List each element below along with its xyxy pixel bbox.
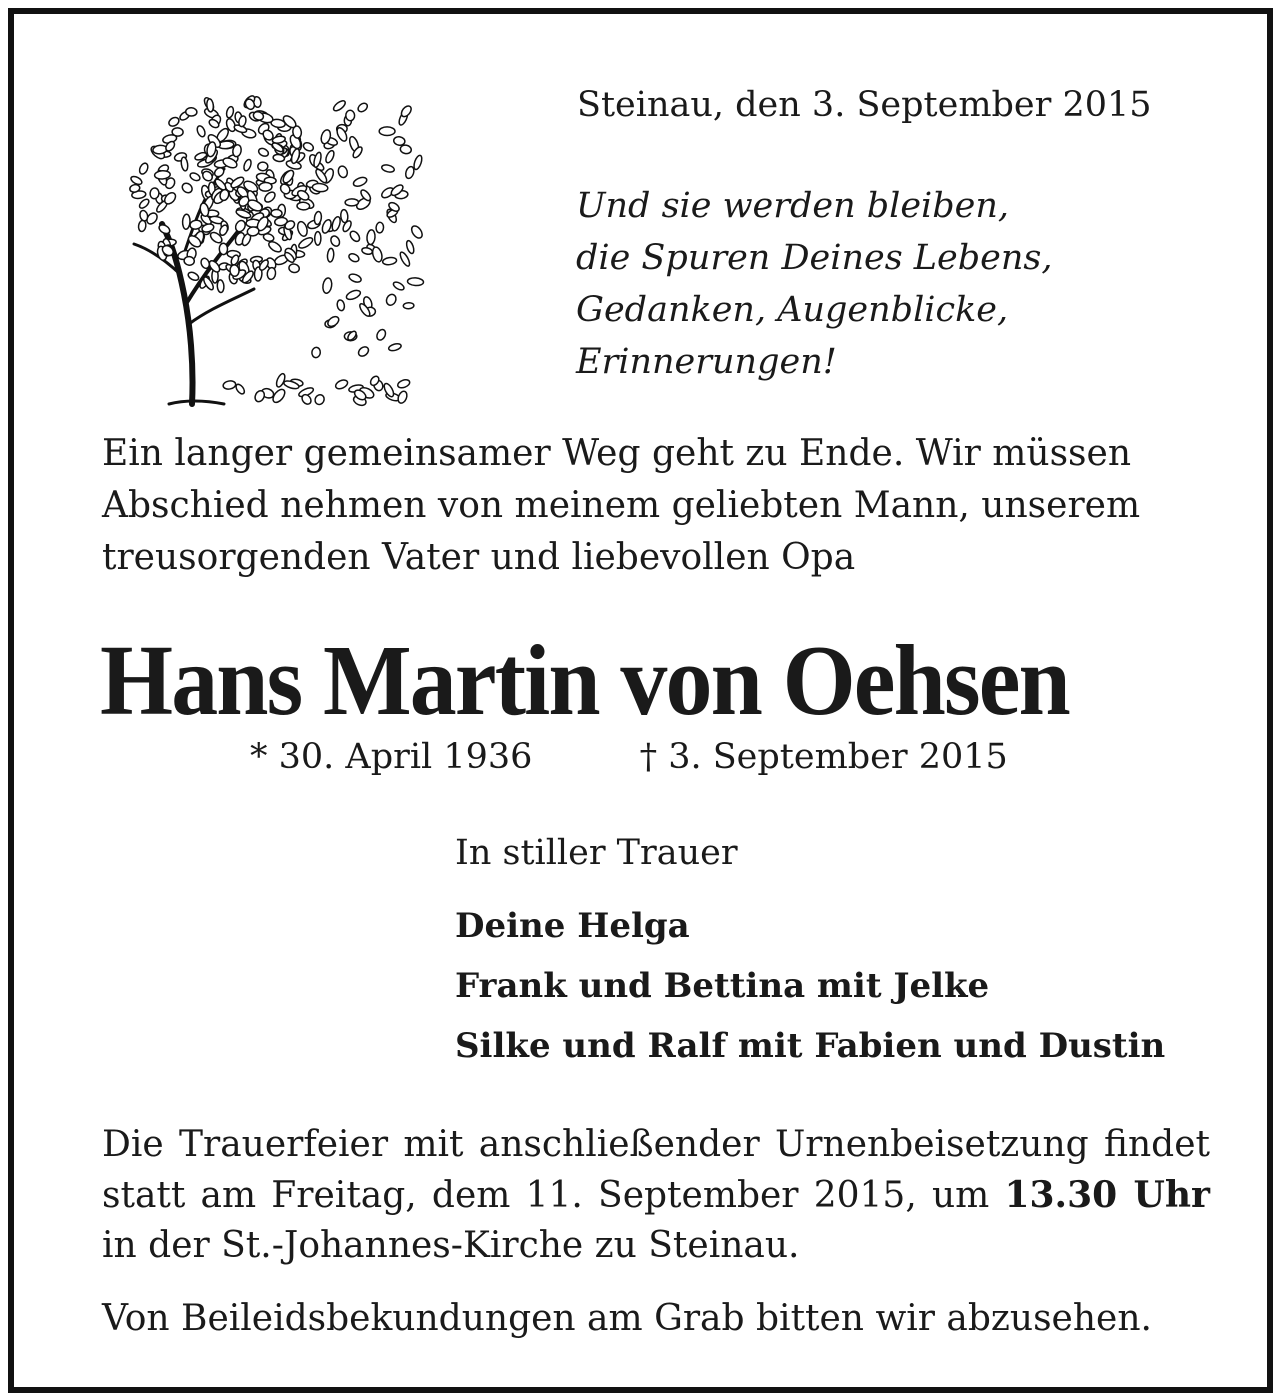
poem xyxy=(576,180,1052,388)
intro-text xyxy=(102,428,1210,584)
mourner-name: Silke und Ralf mit Fabien und Dustin xyxy=(455,1026,1166,1066)
service-location: in der St.-Johannes-Kirche zu Steinau. xyxy=(102,1225,800,1266)
service-info xyxy=(102,1120,1210,1271)
poem-line: Gedanken, Augenblicke, xyxy=(576,290,1009,330)
mourner-name: Frank und Bettina mit Jelke xyxy=(455,966,990,1006)
intro-line: treusorgenden Vater und liebevollen Opa xyxy=(102,537,856,578)
service-text: Die Trauerfeier mit anschließender Urnenbeisetzung findet statt am Freitag, dem 11. September 2015, um xyxy=(102,1124,1210,1216)
mourner-name: Deine Helga xyxy=(455,906,690,946)
place-date: Steinau, den 3. September 2015 xyxy=(577,85,1152,125)
mourners-list xyxy=(455,896,1165,1076)
service-time: 13.30 Uhr xyxy=(1004,1174,1210,1216)
birth-date: * 30. April 1936 xyxy=(250,737,533,777)
poem-line: Erinnerungen! xyxy=(576,342,837,382)
obituary-frame xyxy=(8,8,1273,1393)
tree-with-falling-leaves-icon xyxy=(114,74,444,414)
mourning-intro: In stiller Trauer xyxy=(455,833,738,873)
closing-note: Von Beileidsbekundungen am Grab bitten wir abzusehen. xyxy=(102,1298,1152,1339)
life-dates xyxy=(250,732,1008,782)
death-date: † 3. September 2015 xyxy=(639,737,1008,777)
intro-line: Abschied nehmen von meinem geliebten Mann, unserem xyxy=(102,485,1141,526)
deceased-name: Hans Martin von Oehsen xyxy=(100,624,1069,736)
poem-line: Und sie werden bleiben, xyxy=(576,186,1010,226)
intro-line: Ein langer gemeinsamer Weg geht zu Ende. Wir müssen xyxy=(102,433,1132,474)
poem-line: die Spuren Deines Lebens, xyxy=(576,238,1053,278)
